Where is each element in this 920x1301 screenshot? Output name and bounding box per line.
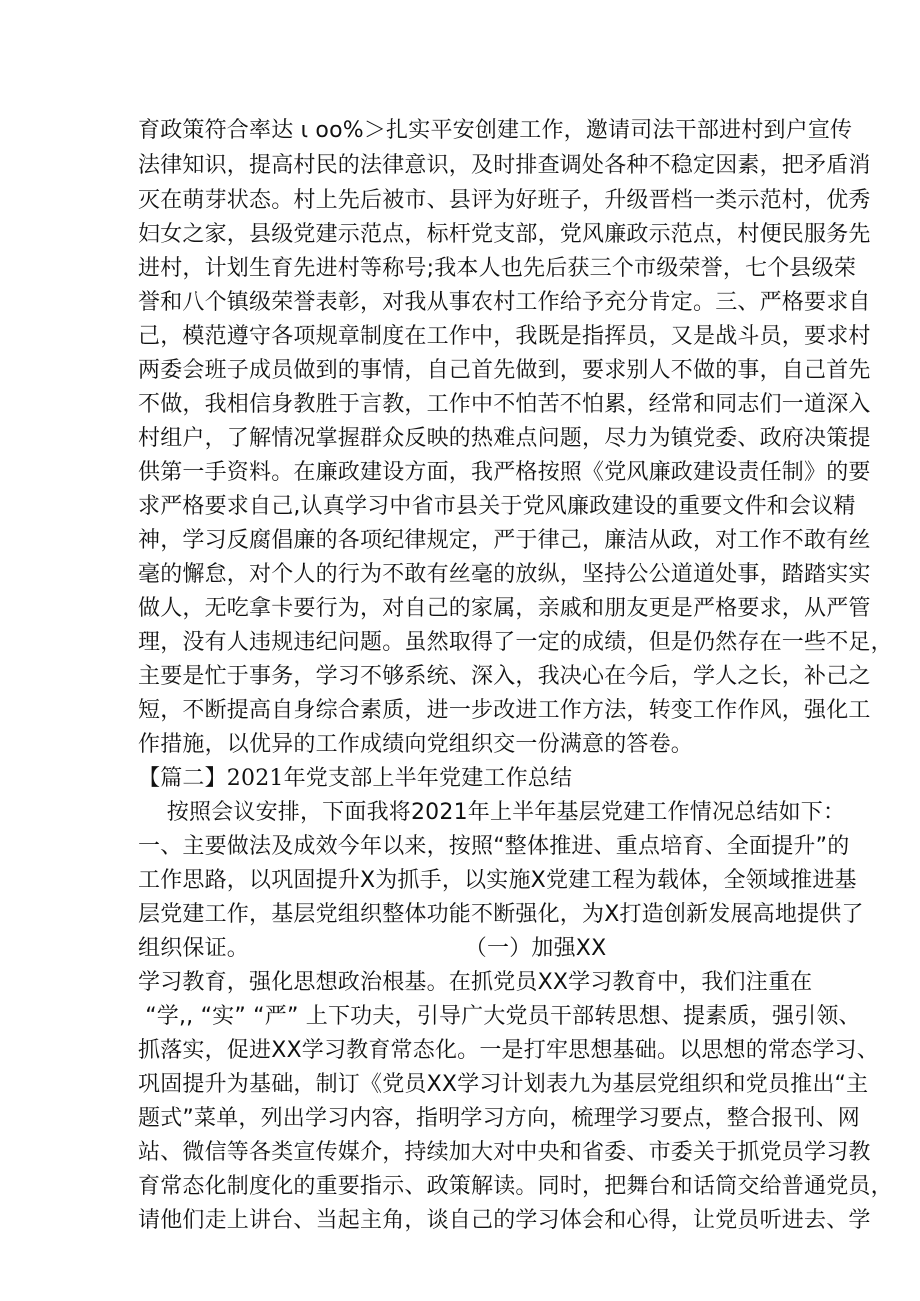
text-line: 题式”菜单，列出学习内容，指明学习方向，梳理学习要点，整合报刊、网 [138, 1106, 860, 1131]
text-line: 法律知识，提高村民的法律意识，及时排查调处各种不稳定因素，把矛盾消 [138, 153, 871, 178]
text-line: 请他们走上讲台、当起主角，谈自己的学习体会和心得，让党员听进去、学 [138, 1208, 871, 1233]
text-line: 毫的懈怠，对个人的行为不敢有丝毫的放纵，坚持公公道道处事，踏踏实实 [138, 562, 871, 587]
text-line: 不做，我相信身教胜于言教，工作中不怕苦不怕累，经常和同志们一道深入 [138, 392, 871, 417]
text-line: 求严格要求自己,认真学习中省市县关于党风廉政建设的重要文件和会议精 [138, 494, 856, 519]
text-line: 一、主要做法及成效今年以来，按照“整体推进、重点培育、全面提升”的 [138, 834, 850, 859]
text-line: 主要是忙于事务，学习不够系统、深入，我决心在今后，学人之长，补己之 [138, 664, 871, 689]
text-line: 妇女之家，县级党建示范点，标杆党支部，党风廉政示范点，村便民服务先 [138, 222, 871, 247]
text-line: 村组户，了解情况掌握群众反映的热难点问题，尽力为镇党委、政府决策提 [138, 426, 871, 451]
text-line: 巩固提升为基础，制订《党员XX学习计划表九为基层党组织和党员推出“主 [138, 1072, 869, 1097]
text-line: 工作思路，以巩固提升X为抓手，以实施X党建工程为载体，全领域推进基 [138, 868, 857, 893]
text-line: 供第一手资料。在廉政建设方面，我严格按照《党风廉政建设责任制》的要 [138, 460, 871, 485]
text-line: 己，模范遵守各项规章制度在工作中，我既是指挥员，又是战斗员，要求村 [138, 324, 871, 349]
text-line: “学,, “实” “严” 上下功夫，引导广大党员干部转思想、提素质，强引领、 [138, 1004, 861, 1029]
text-line: 站、微信等各类宣传媒介，持续加大对中央和省委、市委关于抓党员学习教 [138, 1140, 871, 1165]
text-line: 做人，无吃拿卡要行为，对自己的家属，亲戚和朋友更是严格要求，从严管 [138, 596, 871, 621]
text-line: 按照会议安排，下面我将2021年上半年基层党建工作情况总结如下： [138, 800, 846, 825]
text-line: 组织保证。 （一）加强XX [138, 936, 607, 961]
section-heading: 【篇二】2021年党支部上半年党建工作总结 [138, 766, 573, 791]
text-line: 灭在萌芽状态。村上先后被市、县评为好班子，升级晋档一类示范村，优秀 [138, 188, 871, 213]
text-line: 抓落实，促进XX学习教育常态化。一是打牢思想基础。以思想的常态学习、 [138, 1038, 879, 1063]
text-line: 作措施，以优异的工作成绩向党组织交一份满意的答卷。 [138, 732, 694, 757]
text-line: 理，没有人违规违纪问题。虽然取得了一定的成绩，但是仍然存在一些不足， [138, 630, 893, 655]
text-line: 神，学习反腐倡廉的各项纪律规定，严于律己，廉洁从政，对工作不敢有丝 [138, 528, 871, 553]
text-line: 誉和八个镇级荣誉表彰，对我从事农村工作给予充分肯定。三、严格要求自 [138, 290, 871, 315]
text-line: 进村，计划生育先进村等称号;我本人也先后获三个市级荣誉，七个县级荣 [138, 256, 857, 281]
text-line: 育政策符合率达 ι oo%＞扎实平安创建工作，邀请司法干部进村到户宣传 [138, 118, 853, 143]
text-line: 两委会班子成员做到的事情，自己首先做到，要求别人不做的事，自己首先 [138, 358, 871, 383]
text-line: 短，不断提高自身综合素质，进一步改进工作方法，转变工作作风，强化工 [138, 698, 871, 723]
text-line: 层党建工作，基层党组织整体功能不断强化，为X打造创新发展高地提供了 [138, 902, 864, 927]
text-line: 学习教育，强化思想政治根基。在抓党员XX学习教育中，我们注重在 [138, 970, 813, 995]
text-line: 育常态化制度化的重要指示、政策解读。同时，把舞台和话筒交给普通党员， [138, 1174, 893, 1199]
